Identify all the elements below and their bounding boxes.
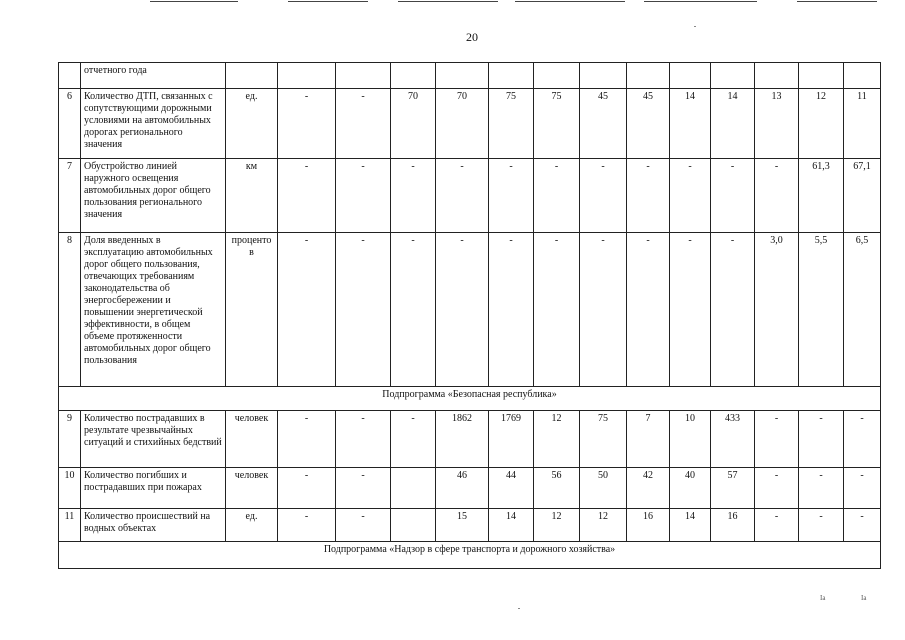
unit-cell: ед. bbox=[226, 509, 278, 542]
value-cell: - bbox=[336, 233, 391, 387]
unit-cell: км bbox=[226, 159, 278, 233]
value-cell: 70 bbox=[436, 89, 489, 159]
value-cell: - bbox=[489, 159, 534, 233]
value-cell: - bbox=[534, 233, 580, 387]
value-cell: 40 bbox=[670, 468, 711, 509]
table-row bbox=[59, 89, 881, 159]
value-cell: - bbox=[336, 159, 391, 233]
value-cell: 67,1 bbox=[844, 159, 881, 233]
value-cell: 11 bbox=[844, 89, 881, 159]
indicator-name: Количество погибших и пострадавших при пожарах bbox=[81, 468, 226, 509]
table-row bbox=[59, 233, 881, 387]
value-cell: 12 bbox=[534, 509, 580, 542]
value-cell bbox=[391, 509, 436, 542]
value-cell: 46 bbox=[436, 468, 489, 509]
unit-cell: ед. bbox=[226, 89, 278, 159]
value-cell: - bbox=[580, 159, 627, 233]
value-cell: - bbox=[391, 411, 436, 468]
value-cell: 433 bbox=[711, 411, 755, 468]
value-cell: - bbox=[755, 411, 799, 468]
value-cell: - bbox=[755, 159, 799, 233]
value-cell: - bbox=[711, 159, 755, 233]
value-cell: - bbox=[278, 468, 336, 509]
value-cell: 42 bbox=[627, 468, 670, 509]
value-cell: 70 bbox=[391, 89, 436, 159]
subprogram-row bbox=[59, 542, 881, 569]
value-cell: - bbox=[436, 159, 489, 233]
value-cell: - bbox=[534, 159, 580, 233]
value-cell: - bbox=[278, 89, 336, 159]
indicator-name: Количество происшествий на водных объектах bbox=[81, 509, 226, 542]
value-cell: - bbox=[627, 159, 670, 233]
value-cell: 16 bbox=[627, 509, 670, 542]
value-cell: - bbox=[844, 411, 881, 468]
value-cell: - bbox=[755, 468, 799, 509]
scan-line bbox=[288, 1, 368, 2]
value-cell: 75 bbox=[489, 89, 534, 159]
unit-cell bbox=[226, 63, 278, 89]
value-cell: 13 bbox=[755, 89, 799, 159]
table-row bbox=[59, 63, 881, 89]
value-cell: 45 bbox=[627, 89, 670, 159]
value-cell: - bbox=[670, 233, 711, 387]
value-cell: 6,5 bbox=[844, 233, 881, 387]
row-number: 8 bbox=[59, 233, 81, 387]
value-cell: - bbox=[436, 233, 489, 387]
scan-speck bbox=[518, 608, 520, 609]
value-cell: 15 bbox=[436, 509, 489, 542]
footer-mark: Ia bbox=[820, 594, 826, 602]
value-cell: 3,0 bbox=[755, 233, 799, 387]
value-cell: - bbox=[844, 509, 881, 542]
indicator-name: Обустройство линией наружного освещения автомобильных дорог общего пользования регионального значения bbox=[81, 159, 226, 233]
value-cell: 12 bbox=[580, 509, 627, 542]
value-cell bbox=[336, 63, 391, 89]
value-cell bbox=[799, 63, 844, 89]
value-cell: - bbox=[336, 411, 391, 468]
table-row bbox=[59, 159, 881, 233]
scan-line bbox=[797, 1, 877, 2]
value-cell: - bbox=[799, 411, 844, 468]
table-row bbox=[59, 468, 881, 509]
value-cell: 61,3 bbox=[799, 159, 844, 233]
value-cell: - bbox=[278, 509, 336, 542]
value-cell bbox=[711, 63, 755, 89]
indicator-name: Количество пострадавших в результате чрезвычайных ситуаций и стихийных бедствий bbox=[81, 411, 226, 468]
value-cell: 56 bbox=[534, 468, 580, 509]
value-cell: - bbox=[844, 468, 881, 509]
value-cell: 45 bbox=[580, 89, 627, 159]
value-cell: - bbox=[755, 509, 799, 542]
row-number: 6 bbox=[59, 89, 81, 159]
row-number bbox=[59, 63, 81, 89]
value-cell: 14 bbox=[489, 509, 534, 542]
row-number: 10 bbox=[59, 468, 81, 509]
value-cell: - bbox=[391, 159, 436, 233]
unit-cell: человек bbox=[226, 411, 278, 468]
value-cell: - bbox=[391, 233, 436, 387]
value-cell bbox=[436, 63, 489, 89]
scan-line bbox=[644, 1, 757, 2]
row-number: 7 bbox=[59, 159, 81, 233]
unit-cell: человек bbox=[226, 468, 278, 509]
scan-line bbox=[150, 1, 238, 2]
value-cell bbox=[627, 63, 670, 89]
value-cell: 10 bbox=[670, 411, 711, 468]
subprogram-title: Подпрограмма «Безопасная республика» bbox=[59, 387, 881, 411]
value-cell: 75 bbox=[580, 411, 627, 468]
page-number: 20 bbox=[466, 30, 478, 44]
value-cell bbox=[489, 63, 534, 89]
value-cell: 14 bbox=[670, 509, 711, 542]
value-cell: 50 bbox=[580, 468, 627, 509]
value-cell: 57 bbox=[711, 468, 755, 509]
value-cell: 14 bbox=[711, 89, 755, 159]
table-row bbox=[59, 509, 881, 542]
value-cell bbox=[580, 63, 627, 89]
indicator-name: отчетного года bbox=[81, 63, 226, 89]
value-cell bbox=[844, 63, 881, 89]
value-cell: 44 bbox=[489, 468, 534, 509]
indicator-name: Доля введенных в эксплуатацию автомобильных дорог общего пользования, отвечающих требованиям законодательства об энергосбережении и повышении энергетической эффективности, в общем объеме протяженности автомобильных дорог общего пользования bbox=[81, 233, 226, 387]
subprogram-row bbox=[59, 387, 881, 411]
value-cell: 12 bbox=[534, 411, 580, 468]
value-cell: 14 bbox=[670, 89, 711, 159]
value-cell bbox=[755, 63, 799, 89]
value-cell bbox=[278, 63, 336, 89]
value-cell: - bbox=[799, 509, 844, 542]
value-cell: 12 bbox=[799, 89, 844, 159]
value-cell: 75 bbox=[534, 89, 580, 159]
scan-line bbox=[515, 1, 625, 2]
value-cell: - bbox=[278, 411, 336, 468]
table-row bbox=[59, 411, 881, 468]
row-number: 9 bbox=[59, 411, 81, 468]
value-cell: 1862 bbox=[436, 411, 489, 468]
value-cell: - bbox=[336, 89, 391, 159]
scan-speck bbox=[694, 26, 696, 27]
value-cell: - bbox=[336, 468, 391, 509]
value-cell bbox=[391, 468, 436, 509]
indicator-name: Количество ДТП, связанных с сопутствующими дорожными условиями на автомобильных дорогах регионального значения bbox=[81, 89, 226, 159]
value-cell: - bbox=[278, 233, 336, 387]
value-cell: 1769 bbox=[489, 411, 534, 468]
value-cell: 5,5 bbox=[799, 233, 844, 387]
value-cell: - bbox=[627, 233, 670, 387]
value-cell: - bbox=[278, 159, 336, 233]
value-cell bbox=[391, 63, 436, 89]
value-cell: - bbox=[336, 509, 391, 542]
value-cell: - bbox=[670, 159, 711, 233]
value-cell: - bbox=[799, 468, 844, 509]
value-cell: - bbox=[489, 233, 534, 387]
value-cell: - bbox=[711, 233, 755, 387]
footer-mark: Ia bbox=[861, 594, 867, 602]
row-number: 11 bbox=[59, 509, 81, 542]
value-cell: - bbox=[580, 233, 627, 387]
value-cell bbox=[670, 63, 711, 89]
value-cell bbox=[534, 63, 580, 89]
unit-cell: проценто в bbox=[226, 233, 278, 387]
scan-line bbox=[398, 1, 498, 2]
indicators-table bbox=[58, 62, 881, 569]
value-cell: 7 bbox=[627, 411, 670, 468]
subprogram-title: Подпрограмма «Надзор в сфере транспорта и дорожного хозяйства» bbox=[59, 542, 881, 569]
value-cell: 16 bbox=[711, 509, 755, 542]
